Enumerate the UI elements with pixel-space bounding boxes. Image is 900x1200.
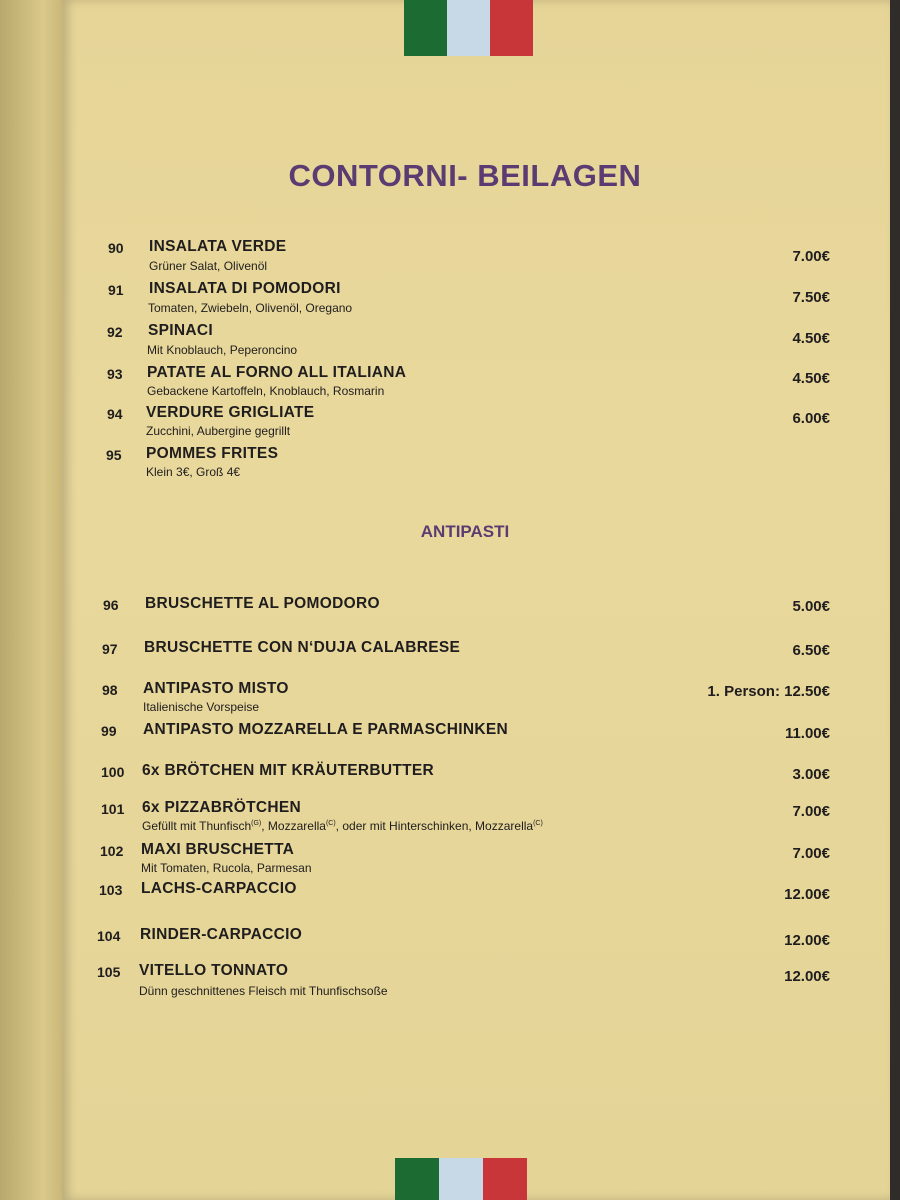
- item-price: 5.00€: [792, 598, 830, 615]
- italian-flag-bottom: [395, 1158, 527, 1200]
- allergen-code: (C): [325, 820, 336, 827]
- item-number: 105: [97, 964, 121, 980]
- italian-flag-top: [404, 0, 533, 56]
- item-description: Grüner Salat, Olivenöl: [149, 259, 268, 273]
- flag-red-stripe: [490, 0, 533, 56]
- item-name: VITELLO TONNATO: [139, 962, 289, 979]
- item-price: 7.00€: [792, 248, 830, 265]
- flag-green-stripe: [404, 0, 447, 56]
- flag-green-stripe: [395, 1158, 439, 1200]
- item-price: 12.00€: [784, 968, 830, 985]
- item-number: 103: [99, 882, 123, 898]
- item-price: 6.50€: [792, 642, 830, 659]
- item-name: ANTIPASTO MISTO: [143, 680, 289, 697]
- item-number: 99: [101, 723, 117, 739]
- item-name: BRUSCHETTE CON N‘DUJA CALABRESE: [144, 639, 461, 656]
- item-name: VERDURE GRIGLIATE: [146, 404, 315, 421]
- flag-white-stripe: [447, 0, 490, 56]
- item-number: 95: [106, 447, 122, 463]
- item-description: Italienische Vorspeise: [143, 700, 260, 714]
- flag-white-stripe: [439, 1158, 483, 1200]
- allergen-code: (G): [251, 820, 262, 827]
- item-name: INSALATA VERDE: [149, 238, 287, 255]
- item-name: PATATE AL FORNO ALL ITALIANA: [147, 364, 407, 381]
- item-price: 12.00€: [784, 932, 830, 949]
- item-number: 97: [102, 641, 118, 657]
- item-name: RINDER-CARPACCIO: [140, 926, 303, 943]
- item-price: 11.00€: [784, 725, 830, 742]
- item-number: 104: [97, 928, 121, 944]
- item-description: Mit Knoblauch, Peperoncino: [147, 343, 298, 357]
- item-description: Zucchini, Aubergine gegrillt: [146, 424, 291, 438]
- item-name: MAXI BRUSCHETTA: [141, 841, 295, 858]
- item-name: SPINACI: [148, 322, 213, 339]
- item-number: 90: [108, 240, 124, 256]
- section-title-contorni: CONTORNI- BEILAGEN: [288, 158, 642, 193]
- item-number: 102: [100, 843, 124, 859]
- item-name: 6x PIZZABRÖTCHEN: [142, 799, 301, 816]
- item-price: 4.50€: [792, 370, 830, 387]
- item-name: BRUSCHETTE AL POMODORO: [145, 595, 380, 612]
- item-number: 91: [108, 282, 124, 298]
- item-number: 94: [107, 406, 123, 422]
- desc-part: Gefüllt mit Thunfisch: [142, 819, 252, 833]
- item-name: POMMES FRITES: [146, 445, 279, 462]
- desc-part: , oder mit Hinterschinken, Mozzarella: [335, 819, 534, 833]
- item-price: 7.00€: [792, 803, 830, 820]
- item-price: 4.50€: [792, 330, 830, 347]
- item-number: 98: [102, 682, 118, 698]
- item-number: 96: [103, 597, 119, 613]
- item-description: Tomaten, Zwiebeln, Olivenöl, Oregano: [148, 301, 353, 315]
- item-price: 3.00€: [792, 766, 830, 783]
- item-price: 7.50€: [792, 289, 830, 306]
- item-name: LACHS-CARPACCIO: [141, 880, 297, 897]
- item-description: Klein 3€, Groß 4€: [146, 465, 241, 479]
- item-number: 93: [107, 366, 123, 382]
- item-number: 100: [101, 764, 125, 780]
- item-price: 7.00€: [792, 845, 830, 862]
- item-description: [142, 819, 543, 833]
- item-price: 1. Person: 12.50€: [707, 683, 830, 700]
- item-description: Gebackene Kartoffeln, Knoblauch, Rosmarin: [147, 384, 385, 398]
- desc-part: , Mozzarella: [261, 819, 326, 833]
- item-number: 101: [101, 801, 125, 817]
- item-name: 6x BRÖTCHEN MIT KRÄUTERBUTTER: [142, 762, 435, 779]
- section-title-antipasti: ANTIPASTI: [420, 522, 510, 541]
- item-name: INSALATA DI POMODORI: [149, 280, 341, 297]
- flag-red-stripe: [483, 1158, 527, 1200]
- item-description: Dünn geschnittenes Fleisch mit Thunfischsoße: [139, 984, 388, 998]
- item-price: 6.00€: [792, 410, 830, 427]
- item-name: ANTIPASTO MOZZARELLA E PARMASCHINKEN: [143, 721, 508, 738]
- item-price: 12.00€: [784, 886, 830, 903]
- item-number: 92: [107, 324, 123, 340]
- allergen-code: (C): [533, 820, 543, 827]
- item-description: Mit Tomaten, Rucola, Parmesan: [141, 861, 312, 875]
